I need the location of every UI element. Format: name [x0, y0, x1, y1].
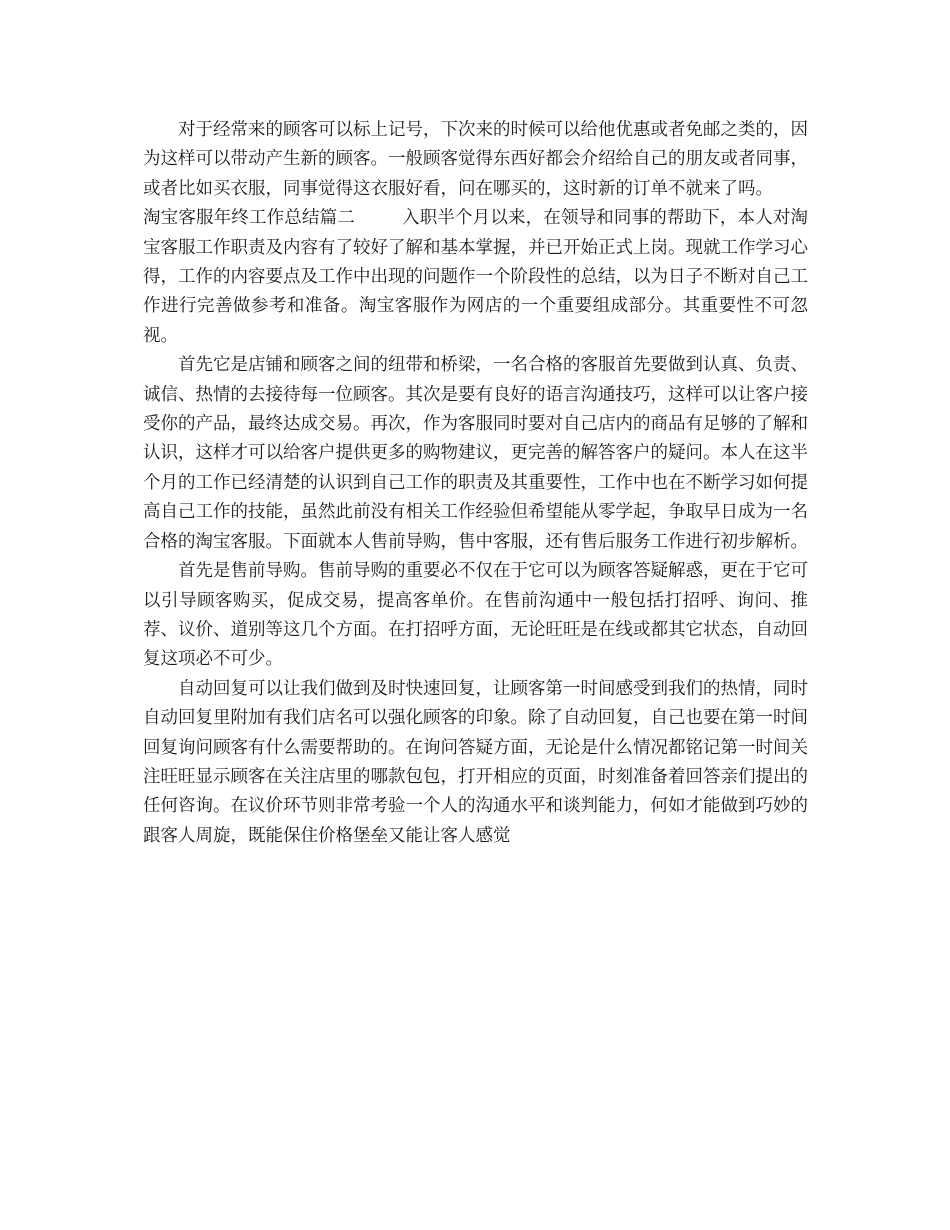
section-heading: 淘宝客服年终工作总结篇二 [143, 208, 355, 229]
document-body [143, 116, 808, 851]
paragraph-1: 对于经常来的顾客可以标上记号，下次来的时候可以给他优惠或者免邮之类的，因为这样可以带动产生新的顾客。一般顾客觉得东西好都会介绍给自己的朋友或者同事，或者比如买衣服，同事觉得这衣服好看，问在哪买的，这时新的订单不就来了吗。 [143, 120, 808, 199]
paragraph-2-text: 入职半个月以来，在领导和同事的帮助下，本人对淘宝客服工作职责及内容有了较好了解和基本掌握，并已开始正式上岗。现就工作学习心得，工作的内容要点及工作中出现的问题作一个阶段性的总结，以为日子不断对自己工作进行完善做参考和准备。淘宝客服作为网店的一个重要组成部分。其重要性不可忽视。 [143, 208, 809, 346]
paragraph-4: 首先是售前导购。售前导购的重要必不仅在于它可以为顾客答疑解惑，更在于它可以引导顾客购买，促成交易，提高客单价。在售前沟通中一般包括打招呼、询问、推荐、议价、道别等这几个方面。在打招呼方面，无论旺旺是在线或都其它状态，自动回复这项必不可少。 [143, 561, 808, 670]
paragraph-3: 首先它是店铺和顾客之间的纽带和桥梁，一名合格的客服首先要做到认真、负责、诚信、热情的去接待每一位顾客。其次是要有良好的语言沟通技巧，这样可以让客户接受你的产品，最终达成交易。再次，作为客服同时要对自己店内的商品有足够的了解和认识，这样才可以给客户提供更多的购物建议，更完善的解答客户的疑问。本人在这半个月的工作已经清楚的认识到自己工作的职责及其重要性，工作中也在不断学习如何提高自己工作的技能，虽然此前没有相关工作经验但希望能从零学起，争取早日成为一名合格的淘宝客服。下面就本人售前导购，售中客服，还有售后服务工作进行初步解析。 [143, 355, 808, 552]
paragraph-2 [143, 204, 808, 351]
paragraph-5: 自动回复可以让我们做到及时快速回复，让顾客第一时间感受到我们的热情，同时自动回复里附加有我们店名可以强化顾客的印象。除了自动回复，自己也要在第一时间回复询问顾客有什么需要帮助的。在询问答疑方面，无论是什么情况都铭记第一时间关注旺旺显示顾客在关注店里的哪款包包，打开相应的页面，时刻准备着回答亲们提出的任何咨询。在议价环节则非常考验一个人的沟通水平和谈判能力，何如才能做到巧妙的跟客人周旋，既能保住价格堡垒又能让客人感觉 [143, 678, 808, 846]
